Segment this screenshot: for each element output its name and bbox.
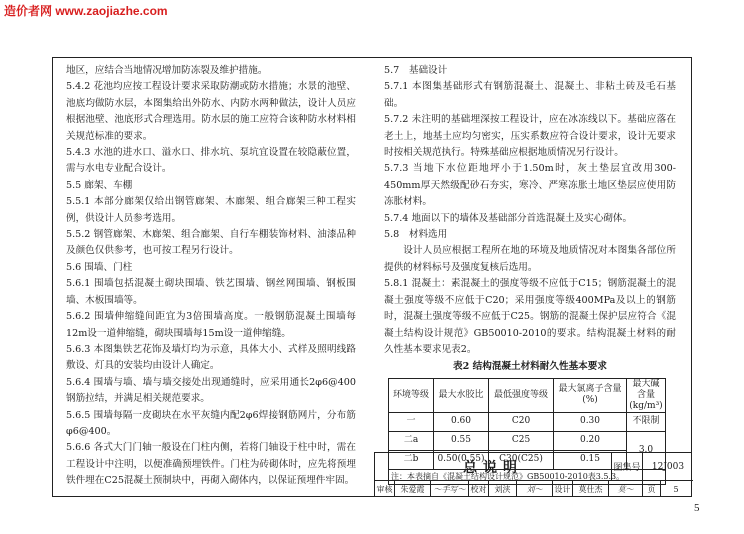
paragraph: 5.6 围墙、门柱	[66, 261, 133, 273]
table-cell: 0.50(0.55)	[434, 450, 489, 469]
atlas-label: 图集号	[612, 453, 643, 481]
header-max-wb-ratio: 最大水胶比	[434, 378, 489, 412]
table-cell: 不限制	[627, 412, 666, 431]
table-cell: 二a	[389, 431, 434, 450]
watermark-text: 造价者网 www.zaojiazhe.com	[4, 4, 168, 18]
page-label: 页	[643, 481, 661, 497]
table-cell: C20	[489, 412, 554, 431]
table-cell-merged: 3.0	[627, 431, 666, 469]
header-env-grade: 环境等级	[389, 378, 434, 412]
table-row	[389, 431, 666, 450]
paragraph: 5.6.6 各式大门门轴一般设在门柱内侧，若将门轴设于柱中时，需在工程设计中注明，以便准确预埋铁件。门柱为砖砌体时，应先将预埋铁件埋在C25混凝土预制块中，再砌入砌体内，以保证预埋件牢固。	[66, 442, 356, 487]
paragraph: 设计人员应根据工程所在地的环境及地质情况对本图集各部位所提供的材料标号及强度复核后选用。	[384, 245, 676, 273]
left-column	[66, 63, 356, 490]
table-cell: 二b	[389, 450, 434, 469]
paragraph: 5.6.4 围墙与墙、墙与墙交接处出现通缝时，应采用通长2φ6@400钢筋拉结，并满足相关规范要求。	[66, 376, 356, 405]
paragraph: 5.8 材料选用	[384, 229, 448, 241]
atlas-number: 12J003	[643, 453, 693, 481]
table-cell: C30(C25)	[489, 450, 554, 469]
paragraph: 5.6.3 本图集铁艺花饰及墙灯均为示意，具体大小、式样及照明线路敷设、灯具的安装均由设计人确定。	[66, 343, 356, 372]
right-column	[384, 63, 676, 485]
designer-signature: 莫～	[609, 481, 643, 497]
table-cell: 0.15	[554, 450, 627, 469]
paragraph: 5.5.1 本部分廊架仅给出钢管廊架、木廊架、组合廊架三种工程实例，供设计人员参考选用。	[66, 196, 356, 224]
table-header-row	[389, 378, 666, 412]
table-cell: 0.20	[554, 431, 627, 450]
paragraph: 5.7.3 当地下水位距地坪小于1.50m时，灰土垫层宜改用300-450mm厚天然级配砂石夯实，寒冷、严寒冻胀土地区垫层应使用防冻胀材料。	[384, 163, 676, 208]
table-cell: 0.30	[554, 412, 627, 431]
paragraph: 5.6.2 围墙伸缩缝间距宜为3倍围墙高度。一般钢筋混凝土围墙每12m设一道伸缩缝，砌块围墙每15m设一道伸缩缝。	[66, 311, 356, 339]
table-cell: C25	[489, 431, 554, 450]
title-block	[374, 452, 692, 497]
review-label: 审核	[375, 481, 395, 497]
paragraph: 5.6.1 围墙包括混凝土砌块围墙、铁艺围墙、钢丝网围墙、钢板围墙、木板围墙等。	[66, 278, 356, 306]
header-max-chloride: 最大氯离子含量(%)	[554, 378, 627, 412]
header-min-strength: 最低强度等级	[489, 378, 554, 412]
table-title: 表2 结构混凝土材料耐久性基本要求	[453, 361, 607, 373]
paragraph: 地区，应结合当地情况增加防冻裂及维护措施。	[66, 65, 268, 76]
table-cell: 一	[389, 412, 434, 431]
paragraph: 5.6.5 围墙每隔一皮砌块在水平灰缝内配2φ6焊接钢筋网片，分布筋φ6@400。	[66, 409, 356, 437]
paragraph: 5.4.2 花池均应按工程设计要求采取防潮或防水措施；水景的池壁、池底均做防水层，本图集给出外防水、内防水两种做法，设计人员应根据池壁、池底形式合理选用。防水层的施工应符合该种防水材料相关规范标准的要求。	[66, 81, 356, 142]
right-paragraphs	[384, 63, 676, 358]
table-cell: 0.55	[434, 431, 489, 450]
reviewer-name: 朱爱霞	[395, 481, 431, 497]
table-note: 注：本表摘自《混凝土结构设计规范》GB50010-2010表3.5.3。	[389, 469, 666, 484]
paragraph: 5.4.3 水池的进水口、溢水口、排水坑、泵坑宜设置在较隐蔽位置，需与水电专业配合设计。	[66, 147, 356, 175]
signature-row	[375, 481, 691, 497]
drawing-title: 总说明	[375, 453, 612, 481]
checker-signature: 刘～	[517, 481, 553, 497]
checker-name: 刘浃	[489, 481, 517, 497]
reviewer-signature: ～手写～	[431, 481, 469, 497]
design-label: 设计	[553, 481, 573, 497]
paragraph: 5.8.1 混凝土：素混凝土的强度等级不应低于C15；钢筋混凝土的混凝土强度等级不应低于C20；采用强度等级400MPa及以上的钢筋时，混凝土强度等级不应低于C25。钢筋的混凝土保护层应符合《混凝土结构设计规范》GB50010-2010的要求。结构混凝土材料的耐久性基本要求见表2。	[384, 278, 676, 355]
paragraph: 5.5.2 钢管廊架、木廊架、组合廊架、自行车棚装饰材料、油漆品种及颜色仅供参考，也可按工程另行设计。	[66, 229, 356, 257]
page-number: 5	[694, 502, 700, 514]
paragraph: 5.7 基础设计	[384, 65, 448, 76]
designer-name: 莫仕杰	[573, 481, 609, 497]
paragraph: 5.7.2 未注明的基础埋深按工程设计，应在冰冻线以下。基础应落在老土上，地基土应均匀密实，压实系数应符合设计要求，设计无要求时按相关规范执行。特殊基础应根据地质情况另行设计。	[384, 114, 676, 159]
check-label: 校对	[469, 481, 489, 497]
table-row	[389, 412, 666, 431]
paragraph: 5.5 廊架、车棚	[66, 179, 133, 191]
page-number-cell: 5	[673, 484, 679, 494]
table-cell: 0.60	[434, 412, 489, 431]
paragraph: 5.7.4 地面以下的墙体及基础部分首选混凝土及实心砌体。	[384, 212, 633, 224]
header-max-alkali: 最大碱含量(kg/m³)	[627, 378, 666, 412]
paragraph: 5.7.1 本图集基础形式有钢筋混凝土、混凝土、非粘土砖及毛石基础。	[384, 81, 676, 109]
